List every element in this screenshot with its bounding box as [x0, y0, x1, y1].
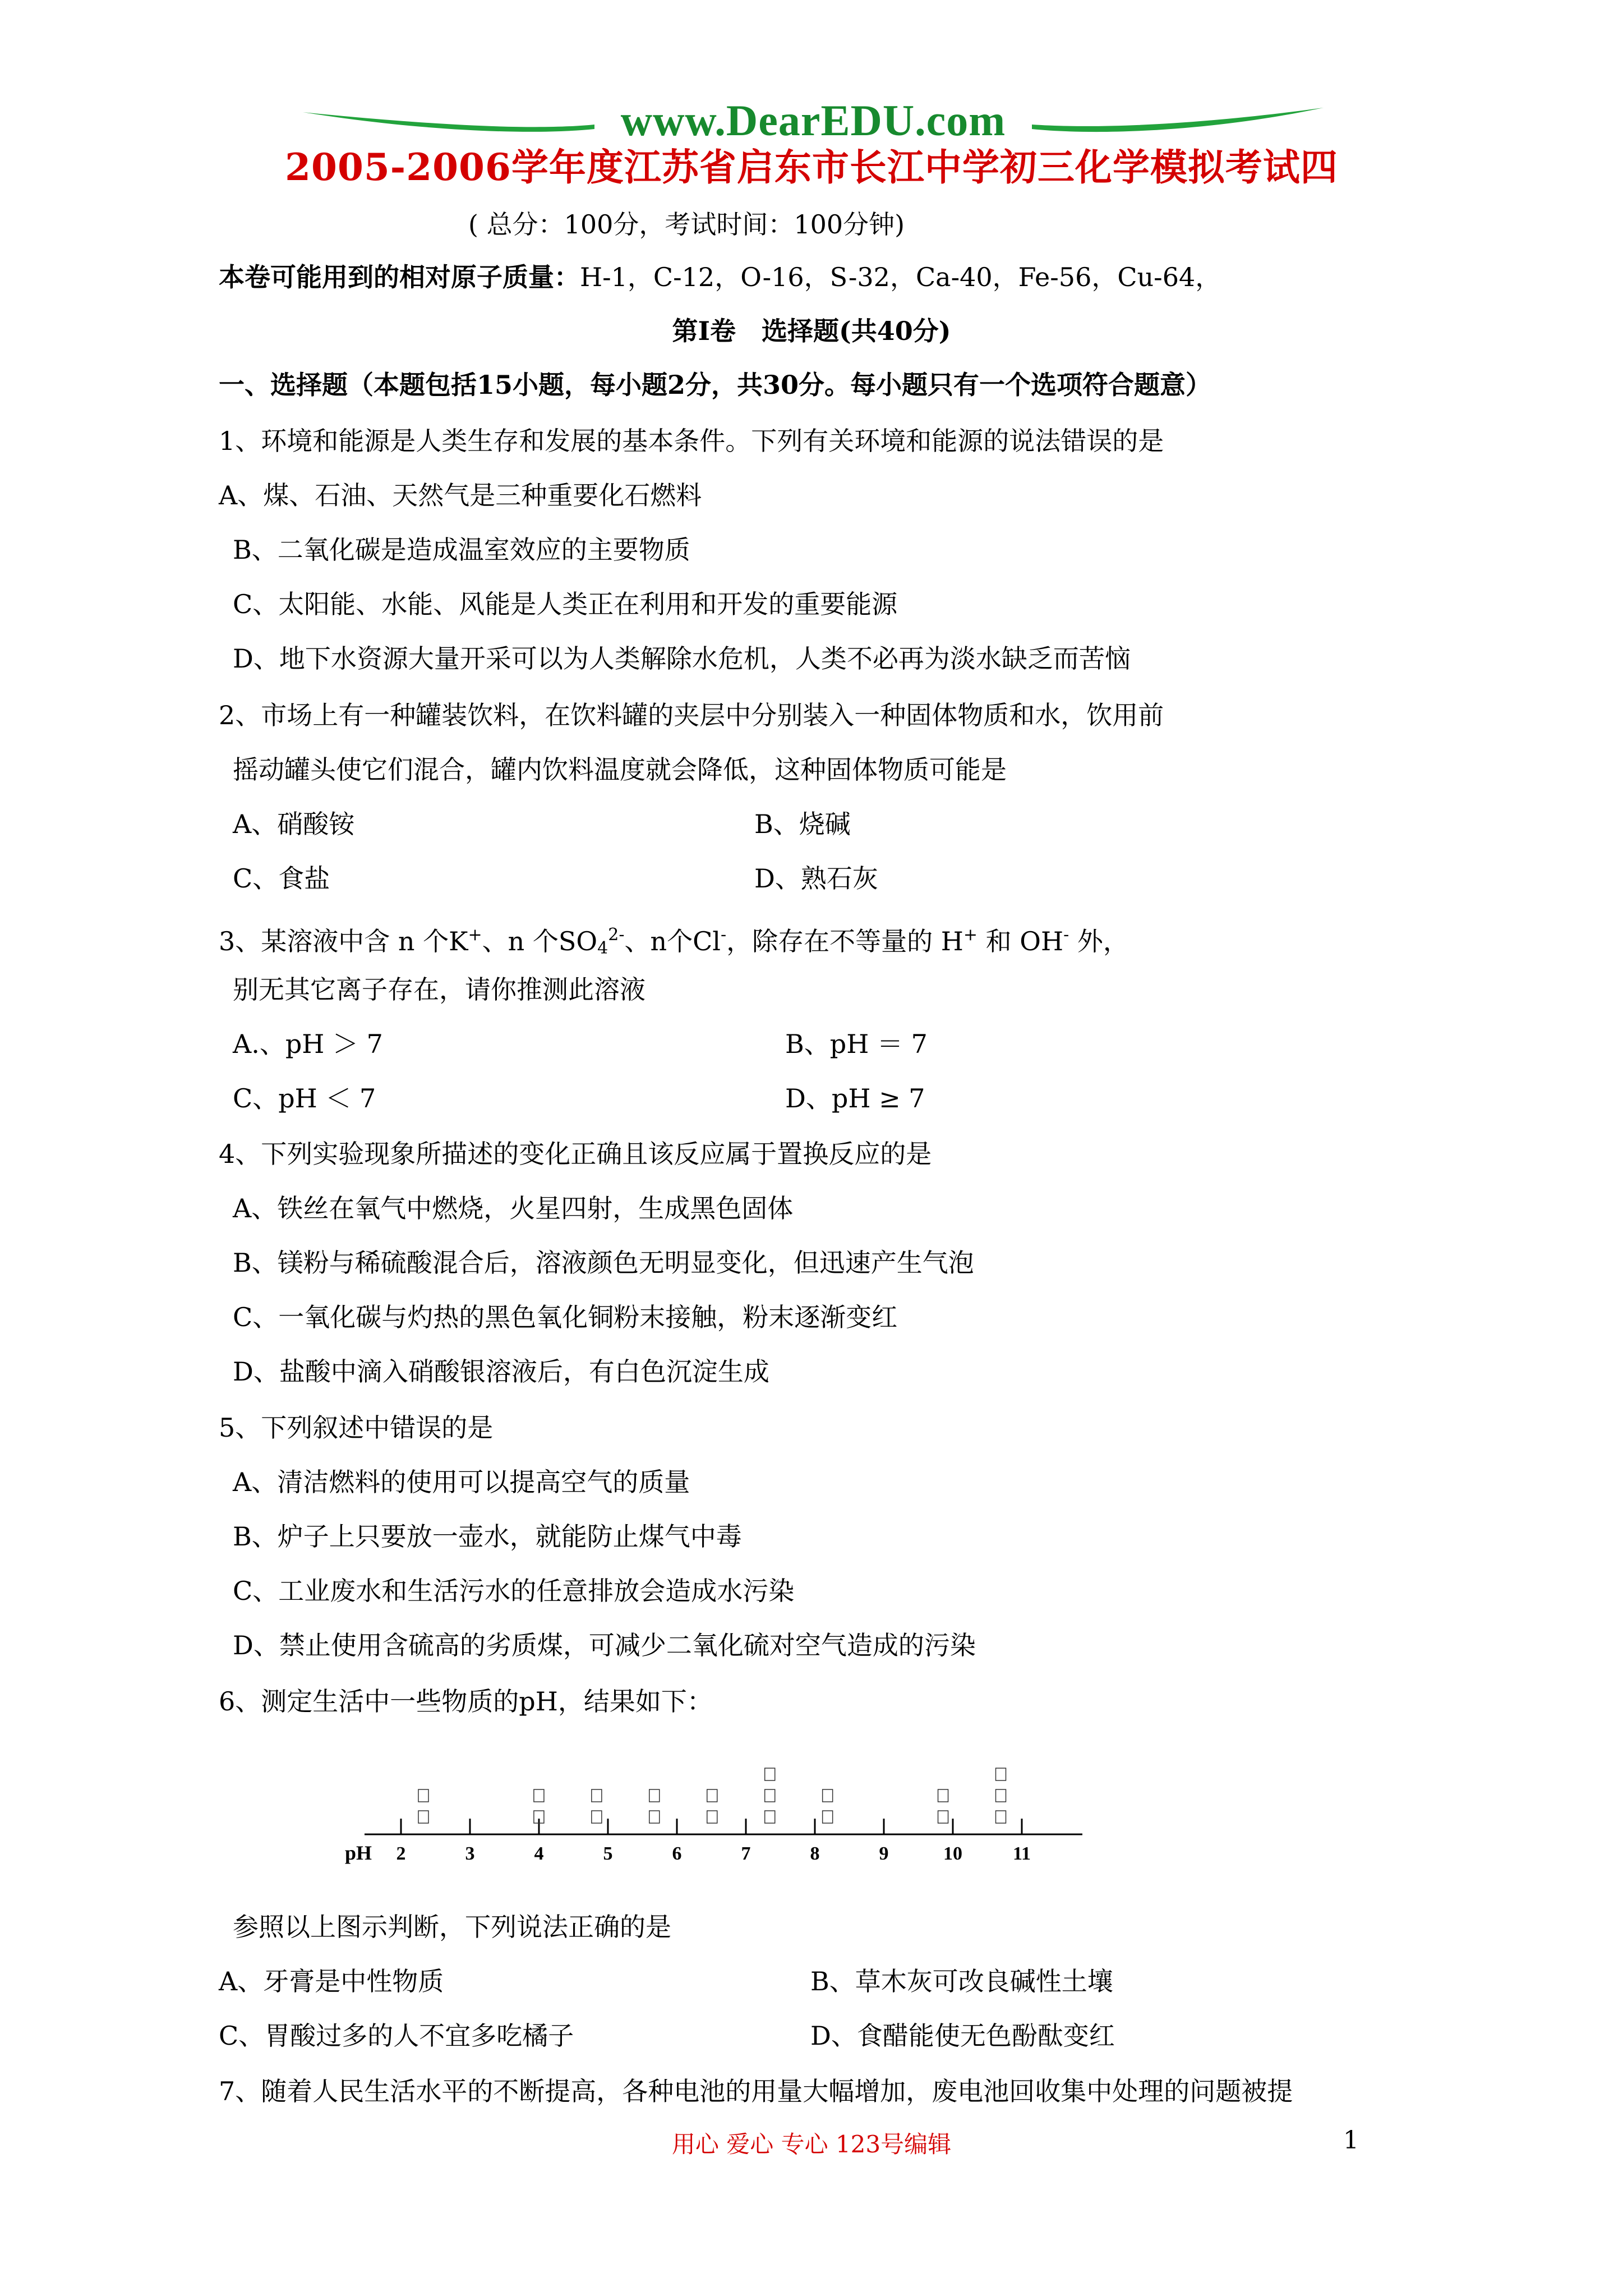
q5-stem: 5、下列叙述中错误的是	[219, 1412, 494, 1443]
ph-substance-marker	[823, 1789, 833, 1802]
ph-substance-marker	[765, 1789, 775, 1802]
q3-option-b: B、pH ＝ 7	[785, 1029, 928, 1059]
q3-option-d: D、pH ≥ 7	[785, 1083, 925, 1114]
q2-option-d: D、熟石灰	[754, 863, 878, 894]
ph-scale-label: pH	[345, 1842, 372, 1864]
site-name: www.DearEDU.com	[620, 96, 1006, 145]
q6-option-c: C、胃酸过多的人不宜多吃橘子	[219, 2021, 574, 2051]
ph-substance-marker	[938, 1811, 948, 1823]
ph-substance-marker	[649, 1811, 660, 1823]
q2-option-a: A、硝酸铵	[233, 809, 355, 839]
ph-substance-marker	[418, 1811, 428, 1823]
ph-substance-marker	[823, 1811, 833, 1823]
ph-substance-marker	[765, 1811, 775, 1823]
ph-substance-marker	[996, 1811, 1006, 1823]
q2-stem-line1: 2、市场上有一种罐装饮料，在饮料罐的夹层中分别装入一种固体物质和水，饮用前	[219, 700, 1164, 730]
q6-follow: 参照以上图示判断，下列说法正确的是	[233, 1912, 671, 1942]
q5-option-c: C、工业废水和生活污水的任意排放会造成水污染	[233, 1576, 795, 1606]
q4-option-b: B、镁粉与稀硫酸混合后，溶液颜色无明显变化，但迅速产生气泡	[233, 1248, 974, 1278]
ph-tick-label: 7	[741, 1843, 751, 1864]
ph-tick-label: 5	[603, 1843, 613, 1864]
q5-option-d: D、禁止使用含硫高的劣质煤，可减少二氧化硫对空气造成的污染	[233, 1630, 976, 1660]
ph-substance-marker	[996, 1789, 1006, 1802]
ph-ticks	[396, 1819, 1031, 1864]
ph-tick-label: 10	[943, 1843, 962, 1864]
atomic-mass-label: 本卷可能用到的相对原子质量：	[219, 262, 580, 292]
exam-title: 2005-2006学年度江苏省启东市长江中学初三化学模拟考试四	[285, 145, 1338, 189]
q3-text-part3: 、n个Cl	[624, 926, 721, 956]
ph-tick-label: 9	[879, 1843, 889, 1864]
ph-substance-marker	[649, 1789, 660, 1802]
ph-substance-marker	[938, 1789, 948, 1802]
ph-substance-marker	[592, 1789, 602, 1802]
q2-stem-line2: 摇动罐头使它们混合，罐内饮料温度就会降低，这种固体物质可能是	[233, 754, 1007, 785]
q5-option-b: B、炉子上只要放一壶水，就能防止煤气中毒	[233, 1521, 742, 1552]
q3-text-part6: 外，	[1069, 926, 1129, 956]
q4-option-c: C、一氧化碳与灼热的黑色氧化铜粉末接触，粉末逐渐变红	[233, 1302, 898, 1332]
section-heading: 第Ⅰ卷 选择题(共40分)	[672, 316, 951, 346]
ph-scale-figure	[336, 1750, 1094, 1874]
exam-subtitle: ( 总分：100分，考试时间：100分钟)	[468, 209, 905, 240]
q2-option-c: C、食盐	[233, 863, 330, 894]
q3-stem-line1	[219, 918, 1129, 965]
q4-option-d: D、盐酸中滴入硝酸银溶液后，有白色沉淀生成	[233, 1356, 769, 1387]
ph-substance-marker	[996, 1768, 1006, 1780]
page-number: 1	[1343, 2126, 1359, 2155]
ph-tick-label: 8	[810, 1843, 820, 1864]
atomic-mass-values: H-1，C-12，O-16，S-32，Ca-40，Fe-56，Cu-64，	[580, 262, 1221, 292]
ph-substance-marker	[707, 1811, 717, 1823]
q7-stem: 7、随着人民生活水平的不断提高，各种电池的用量大幅增加，废电池回收集中处理的问题被提	[219, 2076, 1293, 2106]
ph-markers	[418, 1768, 1006, 1823]
ph-tick-label: 3	[465, 1843, 475, 1864]
q6-option-b: B、草木灰可改良碱性土壤	[810, 1966, 1113, 1996]
q1-option-d: D、地下水资源大量开采可以为人类解除水危机，人类不必再为淡水缺乏而苦恼	[233, 643, 1131, 674]
q3-stem-line2: 别无其它离子存在，请你推测此溶液	[233, 974, 645, 1005]
ph-tick-label: 11	[1012, 1843, 1031, 1864]
ph-substance-marker	[765, 1768, 775, 1780]
q2-option-b: B、烧碱	[754, 809, 851, 839]
sulfate-charge: 2-	[608, 925, 625, 945]
q6-option-d: D、食醋能使无色酚酞变红	[810, 2021, 1115, 2051]
ph-substance-marker	[418, 1789, 428, 1802]
q3-text-part5: 和 OH	[978, 926, 1064, 956]
ph-substance-marker	[592, 1811, 602, 1823]
section-instruction: 一、选择题（本题包括15小题，每小题2分，共30分。每小题只有一个选项符合题意）	[219, 370, 1212, 400]
sulfate-subscript: 4	[597, 938, 608, 958]
ph-tick-label: 2	[396, 1843, 406, 1864]
k-ion-charge: +	[468, 925, 482, 945]
q3-text-part1: 3、某溶液中含 n 个K	[219, 926, 468, 956]
q4-option-a: A、铁丝在氧气中燃烧，火星四射，生成黑色固体	[233, 1193, 794, 1223]
q6-option-a: A、牙膏是中性物质	[219, 1966, 444, 1996]
q1-option-b: B、二氧化碳是造成温室效应的主要物质	[233, 535, 690, 565]
q3-text-part2: 、n 个SO	[482, 926, 598, 956]
h-ion-charge: +	[963, 925, 978, 945]
cl-ion-charge: -	[721, 925, 727, 945]
q1-option-a: A、煤、石油、天然气是三种重要化石燃料	[219, 480, 702, 510]
ph-substance-marker	[534, 1789, 544, 1802]
footer-editor-note: 用心 爱心 专心 123号编辑	[671, 2131, 952, 2158]
q1-option-c: C、太阳能、水能、风能是人类正在利用和开发的重要能源	[233, 589, 898, 619]
q3-option-a: A.、pH ＞ 7	[233, 1029, 383, 1059]
q4-stem: 4、下列实验现象所描述的变化正确且该反应属于置换反应的是	[219, 1139, 932, 1169]
atomic-mass-line	[219, 260, 1221, 294]
q3-option-c: C、pH ＜ 7	[233, 1083, 376, 1114]
q1-stem: 1、环境和能源是人类生存和发展的基本条件。下列有关环境和能源的说法错误的是	[219, 426, 1164, 456]
q6-stem: 6、测定生活中一些物质的pH，结果如下：	[219, 1686, 713, 1717]
ph-tick-label: 6	[672, 1843, 682, 1864]
ph-substance-marker	[707, 1789, 717, 1802]
ph-tick-label: 4	[534, 1843, 544, 1864]
q5-option-a: A、清洁燃料的使用可以提高空气的质量	[233, 1467, 690, 1497]
q3-text-part4: ，除存在不等量的 H	[726, 926, 963, 956]
oh-ion-charge: -	[1063, 925, 1069, 945]
